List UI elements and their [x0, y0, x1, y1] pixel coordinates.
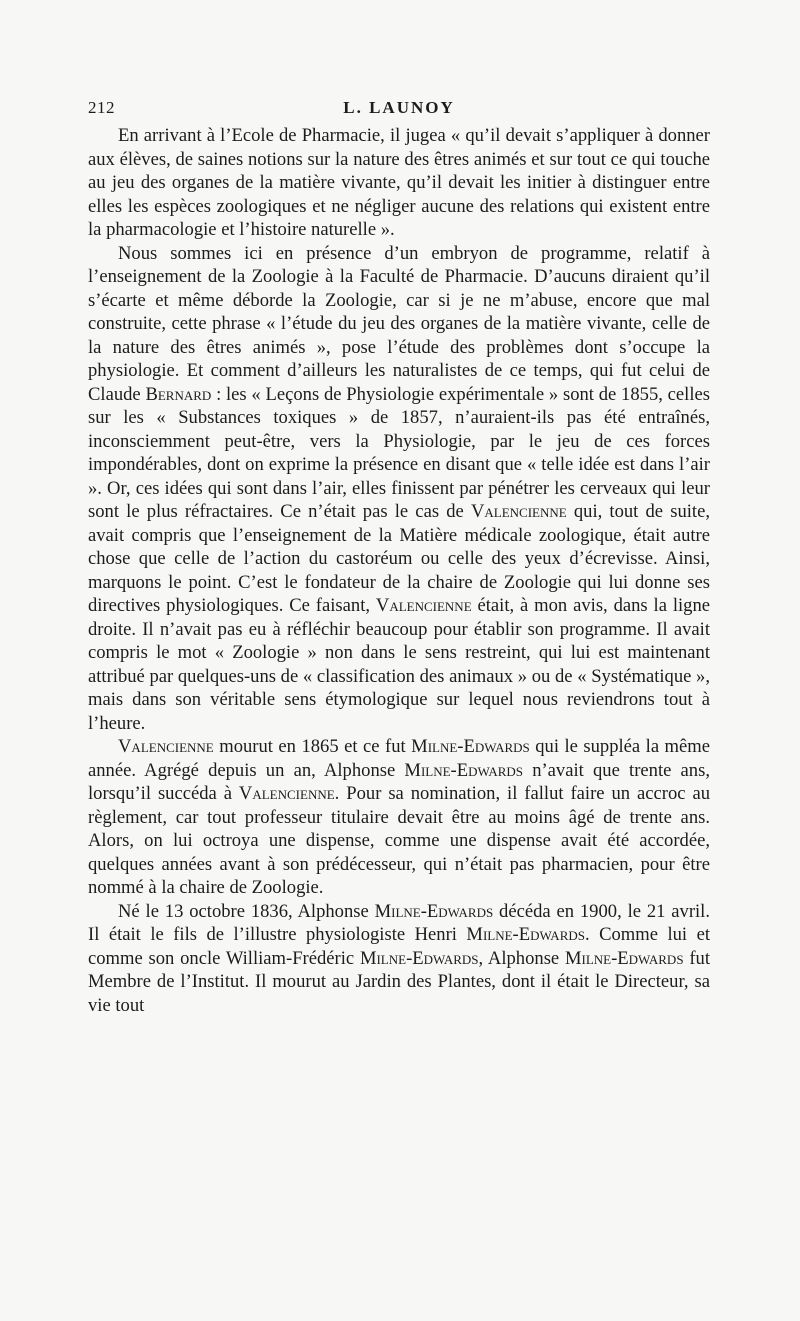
text-run: Nous sommes ici en présence d’un embryon de programme, relatif à l’enseignement de la Zoologie à la Faculté de Pharmacie. D’aucuns diraient qu’il s’écarte et même déborde la Zoologie, car si je ne m’abuse, encore que mal construite, cette phrase « l’étude du jeu des organes de la matière vivante, celle de la nature des êtres animés », pose l’étude des problèmes dont s’occupe la physiologie. Et comment d’ailleurs les naturalistes de ce temps, qui fut celui de Claude	[88, 242, 710, 405]
text-run: qui, tout de suite, avait compris que l’enseignement de la Matière médicale zoologique, était autre chose que celle de l’action du castoréum ou celle des yeux d’écrevisse. Ainsi, marquons le point. C’est le fondateur de la chaire de Zoologie qui lui donne ses directives physiologiques. Ce faisant,	[88, 501, 710, 616]
paragraph-4	[88, 900, 710, 1018]
paragraph-1	[88, 124, 710, 242]
proper-name: Bernard	[145, 383, 212, 405]
running-head: L. LAUNOY	[343, 98, 455, 117]
text-run: En arrivant à l’Ecole de Pharmacie, il jugea « qu’il devait s’appliquer à donner aux élèves, de saines notions sur la nature des êtres animés et sur tout ce qui touche au jeu des organes de la matière vivante, qu’il devait les initier à distinguer entre elles les espèces zoologiques et ne négliger aucune des relations qui existent entre la pharmacologie et l’histoire naturelle ».	[88, 125, 710, 240]
text-run: était, à mon avis, dans la ligne droite. Il n’avait pas eu à réfléchir beaucoup pour établir son programme. Il avait compris le mot « Zoologie » non dans le sens restreint, qui lui est maintenant attribué par quelques-uns de « classification des animaux » ou de « Systématique », mais dans son véritable sens étymologique sur lequel nous reviendrons tout à l’heure.	[88, 595, 711, 734]
proper-name: Valencienne	[118, 736, 214, 757]
text-run: . Pour sa nomination, il fallut faire un accroc au règlement, car tout professeur titulaire devait être au moins âgé de trente ans. Alors, on lui octroya une dispense, comme une dispense avait été accordée, quelques années avant à son prédécesseur, qui n’était pas pharmacien, pour être nommé à la chaire de Zoologie.	[88, 783, 710, 898]
paragraph-3	[88, 735, 710, 900]
text-run: qui le suppléa la même année. Agrégé depuis un an, Alphonse	[88, 736, 710, 781]
text-run: : les « Leçons de Physiologie expérimentale » sont de 1855, celles sur les « Substances toxiques » de 1857, n’auraient-ils pas été entraînés, inconsciemment peut-être, vers la Physiologie, par le jeu de ces forces impondérables, dont on exprime la présence en disant que « telle idée est dans l’air ». Or, ces idées qui sont dans l’air, elles finissent par pénétrer les cerveaux qui leur sont le plus réfractaires. Ce n’était pas le cas de	[88, 383, 710, 522]
proper-name: Milne-Edwards	[466, 924, 585, 945]
proper-name: Milne-Edwards	[374, 900, 494, 922]
proper-name: Milne-Edwards	[564, 947, 684, 969]
proper-name: Milne-Edwards	[411, 736, 530, 757]
body-text	[88, 124, 710, 1017]
proper-name: Valencienne	[375, 595, 472, 616]
text-run: , Alphonse	[478, 947, 565, 969]
paragraph-2	[88, 242, 710, 736]
text-run: mourut en 1865 et ce fut	[213, 736, 412, 757]
text-run: . Comme lui et comme son oncle William-Frédéric	[88, 924, 710, 969]
text-run: Né le 13 octobre 1836, Alphonse	[118, 900, 375, 922]
proper-name: Valencienne	[238, 783, 335, 804]
text-run: fut Membre de l’Institut. Il mourut au Jardin des Plantes, dont il était le Directeur, sa vie tout	[88, 947, 710, 1016]
page-header	[88, 98, 710, 122]
proper-name: Milne-Edwards	[404, 759, 523, 781]
proper-name: Valencienne	[470, 501, 567, 522]
proper-name: Milne-Edwards	[359, 947, 479, 969]
text-run: décéda en 1900, le 21 avril. Il était le fils de l’illustre physiologiste Henri	[88, 900, 710, 945]
page-number: 212	[88, 98, 115, 117]
text-run: n’avait que trente ans, lorsqu’il succéda à	[88, 759, 710, 804]
